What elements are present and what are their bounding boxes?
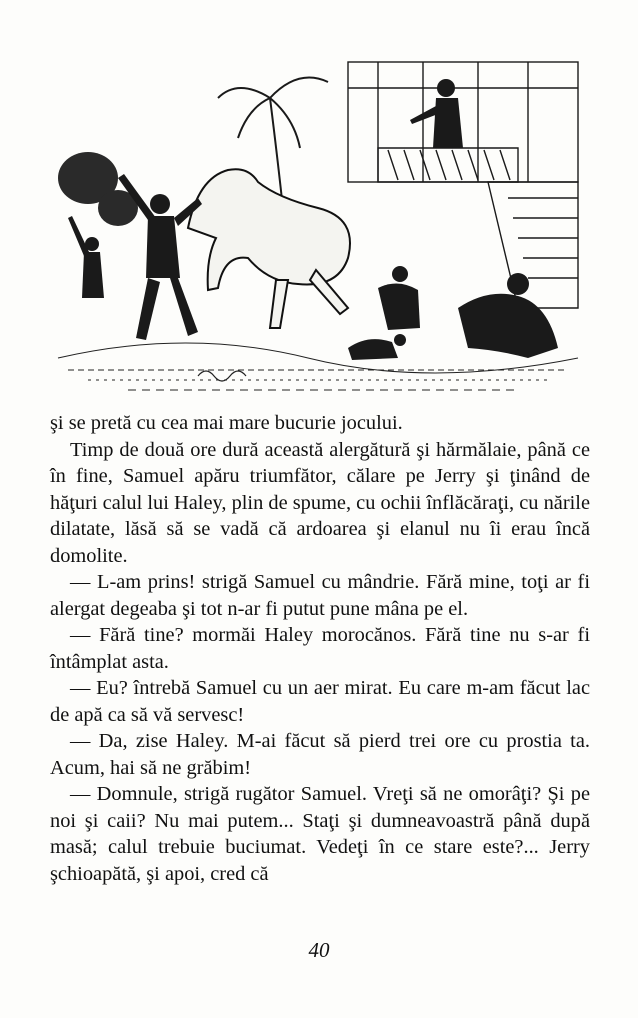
body-text — [50, 410, 590, 887]
paragraph: — Domnule, strigă rugător Samuel. Vreţi să ne omorâţi? Şi pe noi şi caii? Nu mai putem... Staţi şi dumneavoastră până după masă; calul trebuie buciumat. Vedeţi în ce stare este?... Jerry şchioapătă, şi apoi, cred că — [50, 783, 590, 885]
paragraph: — Fără tine? mormăi Haley morocănos. Fără tine nu s-ar fi întâmplat asta. — [50, 624, 590, 673]
page-number: 40 — [308, 938, 330, 962]
paragraph: — Da, zise Haley. M-ai făcut să pierd trei ore cu prostia ta. Acum, hai să ne grăbim! — [50, 730, 590, 779]
paragraph: şi se pretă cu cea mai mare bucurie jocului. — [50, 412, 403, 434]
paragraph: — L-am prins! strigă Samuel cu mândrie. Fără mine, toţi ar fi alergat degeaba şi tot n-ar fi putut pune mâna pe el. — [50, 571, 590, 620]
engraving-illustration-icon — [48, 58, 588, 398]
engraving-illustration — [48, 58, 588, 398]
paragraph: — Eu? întrebă Samuel cu un aer mirat. Eu care m-am făcut lac de apă ca să vă servesc! — [50, 677, 590, 726]
paragraph: Timp de două ore dură această alergătură şi hărmălaie, până ce în fine, Samuel apăru triumfător, călare pe Jerry şi ţinând de hăţuri calul lui Haley, plin de spume, cu ochii înflăcăraţi, cu nările dilatate, lăsă să se vadă că ardoarea şi elanul nu îi erau încă domolite. — [50, 438, 590, 567]
